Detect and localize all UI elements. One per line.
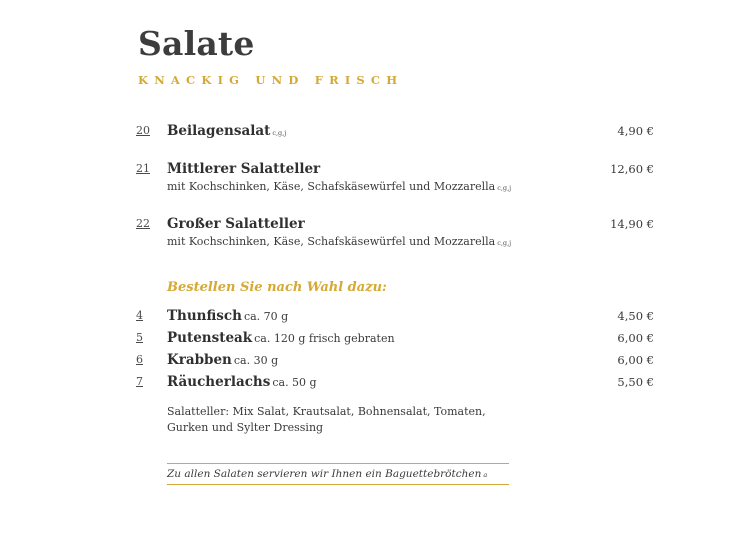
item-price: 14,90 € [610, 217, 654, 231]
item-number: 5 [136, 331, 143, 344]
item-detail: ca. 30 g [233, 354, 279, 367]
item-name: Räucherlachs ca. 50 g [167, 374, 317, 390]
footer-text: Zu allen Salaten servieren wir Ihnen ein Baguettebrötchen a [167, 468, 488, 480]
item-price: 12,60 € [610, 162, 654, 176]
allergen-codes: c,g,j [497, 184, 512, 192]
item-name: Putensteak ca. 120 g frisch gebraten [167, 330, 395, 346]
item-name: Mittlerer Salatteller [167, 161, 321, 177]
item-price: 5,50 € [617, 375, 654, 389]
item-price: 4,90 € [617, 124, 654, 138]
item-name: Krabben ca. 30 g [167, 352, 279, 368]
item-price: 4,50 € [617, 309, 654, 323]
note-line: Salatteller: Mix Salat, Krautsalat, Bohnensalat, Tomaten, [167, 405, 486, 418]
salad-plate-note [167, 404, 527, 436]
item-detail: ca. 70 g [243, 310, 289, 323]
item-name: Beilagensalat c,g,j [167, 123, 287, 139]
allergen-codes: a [483, 471, 488, 479]
item-detail: ca. 120 g frisch gebraten [254, 332, 395, 345]
item-description: mit Kochschinken, Käse, Schafskäsewürfel und Mozzarella c,g,j [167, 180, 512, 193]
item-detail: ca. 50 g [272, 376, 317, 389]
item-number: 6 [136, 353, 143, 366]
footer-banner [167, 463, 509, 485]
item-number: 21 [136, 162, 150, 175]
item-name: Thunfisch ca. 70 g [167, 308, 289, 324]
allergen-codes: c,g,j [497, 239, 512, 247]
item-price: 6,00 € [617, 331, 654, 345]
item-price: 6,00 € [617, 353, 654, 367]
allergen-codes: c,g,j [272, 129, 287, 137]
extras-heading: Bestellen Sie nach Wahl dazu: [167, 280, 387, 295]
item-number: 7 [136, 375, 143, 388]
page-subtitle: KNACKIG UND FRISCH [138, 73, 404, 87]
item-name: Großer Salatteller [167, 216, 305, 232]
item-number: 20 [136, 124, 150, 137]
page-title: Salate [138, 24, 255, 63]
item-description: mit Kochschinken, Käse, Schafskäsewürfel und Mozzarella c,g,j [167, 235, 512, 248]
note-line: Gurken und Sylter Dressing [167, 421, 324, 434]
item-number: 4 [136, 309, 143, 322]
item-number: 22 [136, 217, 150, 230]
